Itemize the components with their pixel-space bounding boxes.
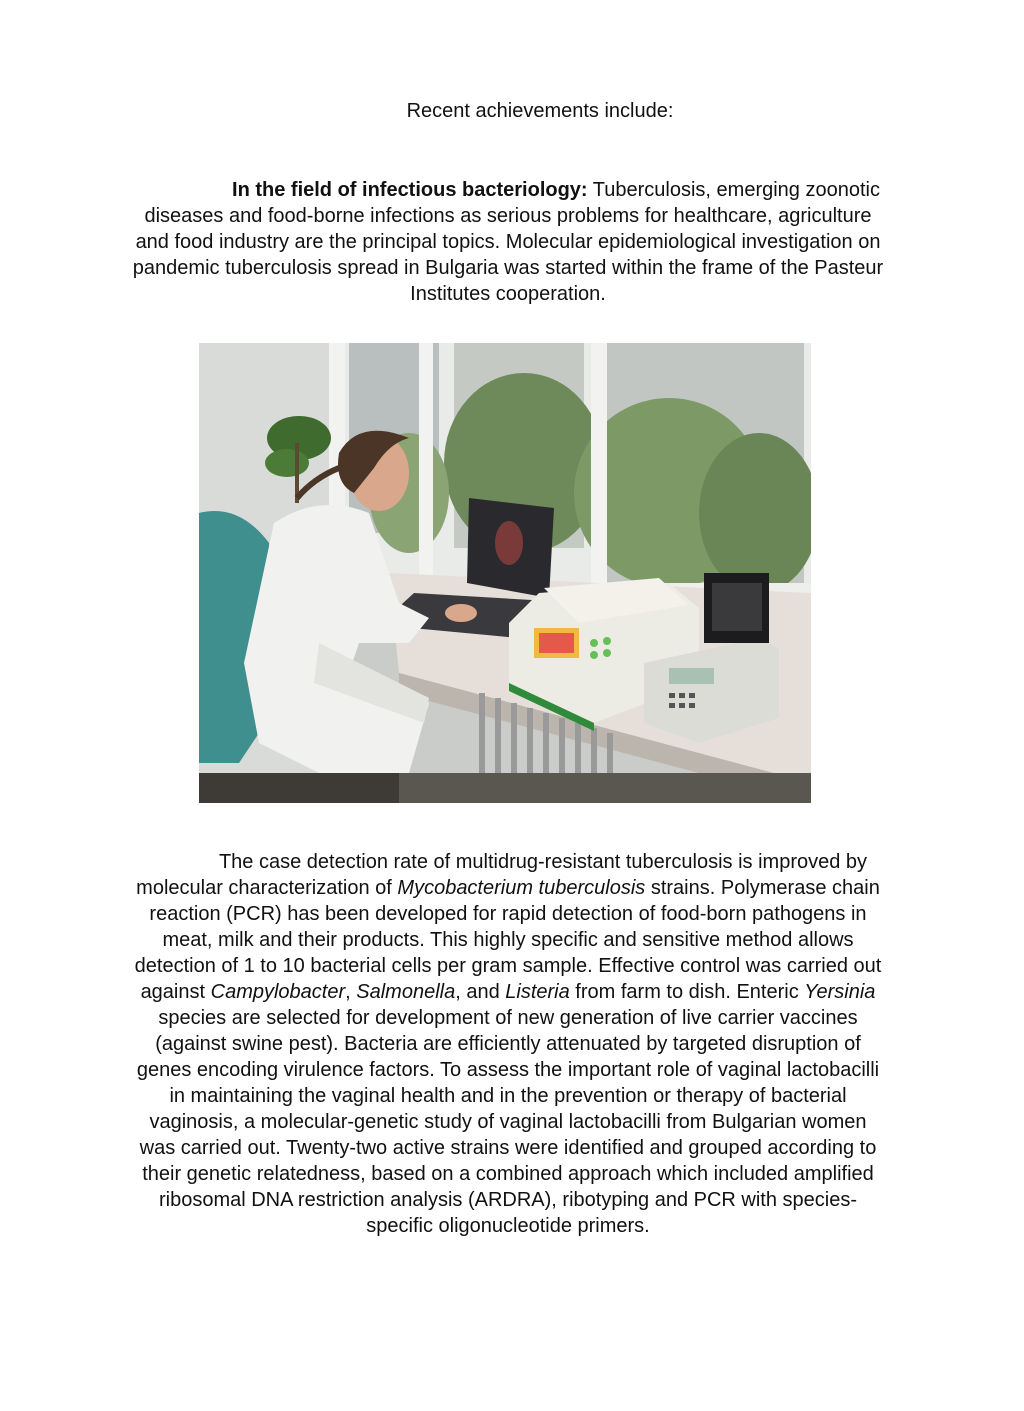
- text-run: , and: [455, 981, 506, 1003]
- section-text: Tuberculosis, emerging zoonotic diseases and food-borne infections as serious problems for healthcare, agriculture and food industry are the principal topics. Molecular epidemiological investigation on pandemic tuberculosis spread in Bulgaria was started within the frame of the Pasteur Institutes cooperation.: [132, 179, 884, 305]
- text-run: strains. Polymerase chain reaction (PCR) has been developed for rapid detection of food-born pathogens in meat, milk and their products. This highly specific and sensitive method allows detection of 1 to 10 bacterial cells per gram sample. Effective control was carried out against: [134, 877, 882, 1003]
- tuberculosis-paragraph: [130, 849, 886, 1239]
- species-name: Mycobacterium tuberculosis: [397, 877, 646, 899]
- text-run: species are selected for development of new generation of live carrier vaccines (against swine pest). Bacteria are efficiently attenuated by targeted disruption of genes encoding virulence factors. To assess the important role of vaginal lactobacilli in maintaining the vaginal health and in the prevention or therapy of bacterial vaginosis, a molecular-genetic study of vaginal lactobacilli from Bulgarian women was carried out. Twenty-two active strains were identified and grouped according to their genetic relatedness, based on a combined approach which included amplified ribosomal DNA restriction analysis (ARDRA), ribotyping and PCR with species-specific oligonucleotide primers.: [136, 1007, 880, 1237]
- species-name: Campylobacter: [210, 981, 346, 1003]
- species-name: Listeria: [505, 981, 570, 1003]
- lab-photo: [199, 343, 811, 803]
- text-run: The case detection rate of multidrug-resistant tuberculosis is improved by molecular characterization of: [136, 851, 868, 899]
- page-heading: Recent achievements include:: [406, 100, 674, 122]
- text-run: from farm to dish. Enteric: [569, 981, 805, 1003]
- bacteriology-paragraph: [130, 177, 886, 307]
- species-name: Yersinia: [804, 981, 876, 1003]
- species-name: Salmonella: [356, 981, 456, 1003]
- section-lead: In the field of infectious bacteriology:: [232, 179, 588, 201]
- text-run: ,: [345, 981, 357, 1003]
- lab-researcher-photo-icon: [199, 343, 811, 803]
